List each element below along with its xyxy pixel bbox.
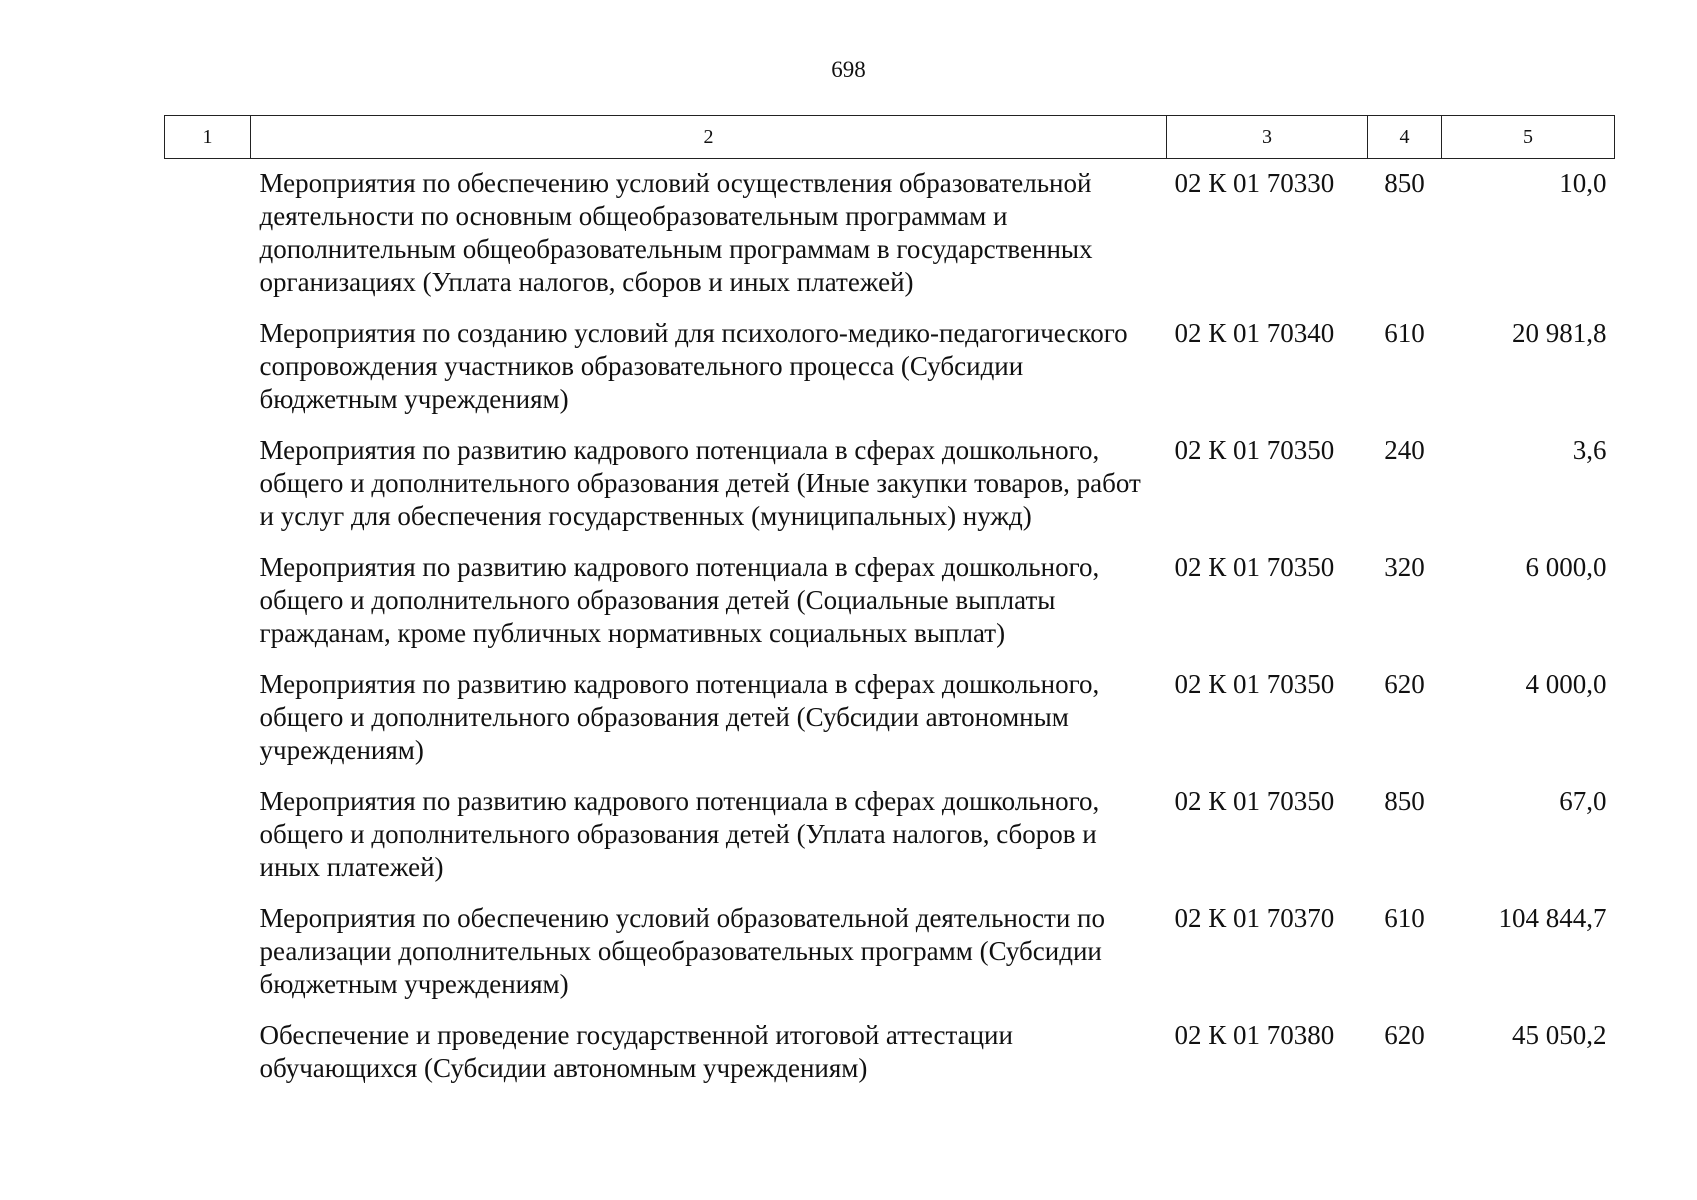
row-target-code: 02 К 01 70330 (1174, 168, 1335, 198)
row-description: Мероприятия по обеспечению условий осуществления образовательной деятельности по основным общеобразовательным программам и дополнительным общеобразовательным программам в государственных организациях (Уплата налогов, сборов и иных платежей) (259, 168, 1093, 297)
row-expense-type: 620 (1384, 669, 1425, 699)
row-description: Мероприятия по развитию кадрового потенциала в сферах дошкольного, общего и дополнительного образования детей (Субсидии автономным учреждениям) (259, 669, 1100, 765)
table-body (165, 159, 1615, 1104)
row-target-code: 02 К 01 70350 (1174, 552, 1335, 582)
table-row (165, 159, 1615, 318)
header-col-1: 1 (165, 116, 251, 159)
row-amount: 10,0 (1559, 168, 1607, 198)
row-expense-type: 610 (1384, 903, 1425, 933)
row-col-1 (165, 434, 251, 551)
header-col-5: 5 (1442, 116, 1615, 159)
row-description: Мероприятия по созданию условий для психолого-медико-педагогического сопровождения участников образовательного процесса (Субсидии бюджетным учреждениям) (259, 318, 1128, 414)
row-amount: 4 000,0 (1525, 669, 1607, 699)
row-col-1 (165, 785, 251, 902)
table-row (165, 317, 1615, 434)
header-row (165, 116, 1615, 159)
table-row (165, 434, 1615, 551)
row-amount: 20 981,8 (1512, 318, 1607, 348)
row-col-1 (165, 668, 251, 785)
row-target-code: 02 К 01 70350 (1174, 669, 1335, 699)
row-description: Мероприятия по развитию кадрового потенциала в сферах дошкольного, общего и дополнительного образования детей (Уплата налогов, сборов и иных платежей) (259, 786, 1100, 882)
row-description: Мероприятия по развитию кадрового потенциала в сферах дошкольного, общего и дополнительного образования детей (Иные закупки товаров, работ и услуг для обеспечения государственных (муниципальных) нужд) (259, 435, 1141, 531)
table-row (165, 902, 1615, 1019)
row-target-code: 02 К 01 70370 (1174, 903, 1335, 933)
row-target-code: 02 К 01 70350 (1174, 786, 1335, 816)
row-amount: 45 050,2 (1512, 1020, 1607, 1050)
row-amount: 3,6 (1572, 435, 1607, 465)
row-description: Мероприятия по обеспечению условий образовательной деятельности по реализации дополнительных общеобразовательных программ (Субсидии бюджетным учреждениям) (259, 903, 1105, 999)
table-row (165, 551, 1615, 668)
header-col-3: 3 (1167, 116, 1368, 159)
row-description: Обеспечение и проведение государственной итоговой аттестации обучающихся (Субсидии автономным учреждениям) (259, 1020, 1013, 1083)
row-col-1 (165, 159, 251, 318)
table-header (165, 116, 1615, 159)
row-amount: 67,0 (1559, 786, 1607, 816)
row-col-1 (165, 317, 251, 434)
row-amount: 6 000,0 (1525, 552, 1607, 582)
row-expense-type: 850 (1384, 786, 1425, 816)
header-col-2: 2 (251, 116, 1167, 159)
row-expense-type: 320 (1384, 552, 1425, 582)
row-target-code: 02 К 01 70350 (1174, 435, 1335, 465)
page-number: 698 (831, 57, 866, 82)
row-target-code: 02 К 01 70340 (1174, 318, 1335, 348)
table-row (165, 1019, 1615, 1103)
row-amount: 104 844,7 (1498, 903, 1607, 933)
row-col-1 (165, 902, 251, 1019)
row-expense-type: 620 (1384, 1020, 1425, 1050)
row-expense-type: 610 (1384, 318, 1425, 348)
row-expense-type: 240 (1384, 435, 1425, 465)
row-col-1 (165, 1019, 251, 1103)
row-target-code: 02 К 01 70380 (1174, 1020, 1335, 1050)
row-expense-type: 850 (1384, 168, 1425, 198)
table-row (165, 668, 1615, 785)
row-description: Мероприятия по развитию кадрового потенциала в сферах дошкольного, общего и дополнительного образования детей (Социальные выплаты гражданам, кроме публичных нормативных социальных выплат) (259, 552, 1100, 648)
budget-table (164, 115, 1615, 1103)
header-col-4: 4 (1368, 116, 1442, 159)
table-row (165, 785, 1615, 902)
row-col-1 (165, 551, 251, 668)
